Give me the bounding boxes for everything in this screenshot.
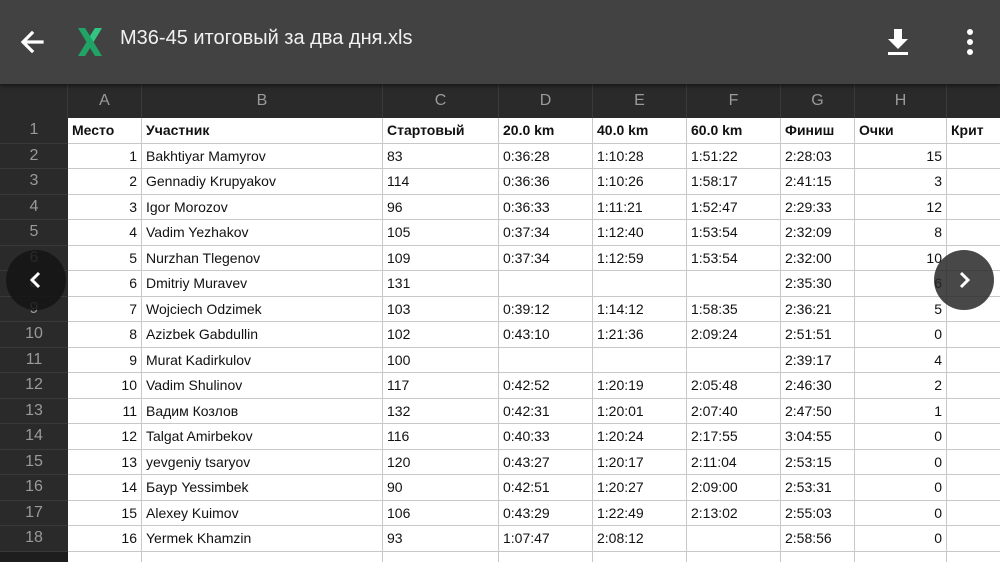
table-cell[interactable]: 120	[383, 450, 499, 476]
prev-sheet-button[interactable]	[6, 250, 66, 310]
table-cell[interactable]	[947, 373, 1000, 399]
table-cell[interactable]: 132	[383, 399, 499, 425]
table-cell[interactable]: Azizbek Gabdullin	[142, 322, 383, 348]
table-cell[interactable]: 12	[855, 195, 947, 221]
table-cell[interactable]: 0:43:29	[499, 501, 593, 527]
table-cell[interactable]: 1:12:59	[593, 246, 687, 272]
table-cell[interactable]: 4	[855, 348, 947, 374]
table-row	[68, 271, 1000, 297]
table-cell[interactable]: yevgeniy tsaryov	[142, 450, 383, 476]
table-cell[interactable]: 90	[383, 475, 499, 501]
column-header[interactable]: F	[687, 84, 781, 118]
table-row	[68, 450, 1000, 476]
table-cell[interactable]	[947, 450, 1000, 476]
table-cell[interactable]: 1:07:47	[499, 526, 593, 552]
table-cell[interactable]: 1:20:24	[593, 424, 687, 450]
table-cell[interactable]: Talgat Amirbekov	[142, 424, 383, 450]
table-cell[interactable]: 0:43:10	[499, 322, 593, 348]
table-cell[interactable]: 2:47:50	[781, 399, 855, 425]
table-cell[interactable]: 2:55:03	[781, 501, 855, 527]
table-row	[68, 169, 1000, 195]
table-cell[interactable]: 103	[383, 297, 499, 323]
table-cell[interactable]: 117	[383, 373, 499, 399]
header-cell[interactable]: Финиш	[781, 118, 855, 144]
table-cell[interactable]: 0:43:27	[499, 450, 593, 476]
table-cell[interactable]: 106	[383, 501, 499, 527]
table-cell[interactable]	[855, 271, 947, 297]
table-cell[interactable]	[687, 271, 781, 297]
header-cell[interactable]: 40.0 km	[593, 118, 687, 144]
table-cell[interactable]	[855, 552, 947, 562]
table-cell[interactable]: 1:10:28	[593, 144, 687, 170]
table-cell[interactable]: 1:12:40	[593, 220, 687, 246]
table-cell[interactable]: 2:35:30	[781, 271, 855, 297]
table-cell[interactable]: 2	[855, 373, 947, 399]
table-cell[interactable]	[947, 144, 1000, 170]
table-cell[interactable]: 15	[68, 501, 142, 527]
table-cell[interactable]: 7	[68, 297, 142, 323]
row-header[interactable]: 13	[0, 399, 68, 425]
table-cell[interactable]	[593, 348, 687, 374]
table-cell[interactable]: 96	[383, 195, 499, 221]
table-cell[interactable]: 0	[855, 424, 947, 450]
table-cell[interactable]: Баур Yessimbek	[142, 475, 383, 501]
table-cell[interactable]: Wojciech Odzimek	[142, 297, 383, 323]
table-cell[interactable]	[947, 475, 1000, 501]
table-cell[interactable]: 0:36:33	[499, 195, 593, 221]
table-cell[interactable]: 0	[855, 450, 947, 476]
table-cell[interactable]: 2:09:00	[687, 475, 781, 501]
table-cell[interactable]: 2:09:24	[687, 322, 781, 348]
table-cell[interactable]: Vadim Yezhakov	[142, 220, 383, 246]
table-cell[interactable]: 2:39:17	[781, 348, 855, 374]
header-cell[interactable]: 60.0 km	[687, 118, 781, 144]
table-cell[interactable]: 0:42:31	[499, 399, 593, 425]
table-cell[interactable]: 2:17:55	[687, 424, 781, 450]
table-cell[interactable]	[947, 169, 1000, 195]
more-vert-icon[interactable]	[952, 24, 988, 60]
table-row	[68, 399, 1000, 425]
table-cell[interactable]: 93	[383, 526, 499, 552]
table-cell[interactable]: 1:21:36	[593, 322, 687, 348]
table-cell[interactable]: 2:28:03	[781, 144, 855, 170]
row-header[interactable]: 10	[0, 322, 68, 348]
table-row	[68, 246, 1000, 272]
table-cell[interactable]: 0:42:51	[499, 475, 593, 501]
table-row	[68, 297, 1000, 323]
table-cell[interactable]: 3	[855, 169, 947, 195]
table-row	[68, 501, 1000, 527]
table-cell[interactable]	[947, 501, 1000, 527]
table-cell[interactable]: Nurzhan Tlegenov	[142, 246, 383, 272]
table-cell[interactable]: 116	[383, 424, 499, 450]
table-cell[interactable]	[593, 552, 687, 562]
table-cell[interactable]: 5	[855, 297, 947, 323]
table-cell[interactable]	[68, 552, 142, 562]
table-cell[interactable]: 9	[68, 348, 142, 374]
table-cell[interactable]: 100	[383, 348, 499, 374]
table-cell[interactable]	[687, 348, 781, 374]
table-cell[interactable]: 0:40:33	[499, 424, 593, 450]
table-cell[interactable]: 1:51:22	[687, 144, 781, 170]
table-cell[interactable]: 1:11:21	[593, 195, 687, 221]
table-cell[interactable]: 2:46:30	[781, 373, 855, 399]
table-row	[68, 526, 1000, 552]
table-cell[interactable]: 10	[68, 373, 142, 399]
table-cell[interactable]: 2:58:56	[781, 526, 855, 552]
table-cell[interactable]: 2:08:12	[593, 526, 687, 552]
table-cell[interactable]: 102	[383, 322, 499, 348]
table-cell[interactable]: 2:11:04	[687, 450, 781, 476]
table-cell[interactable]: 2	[68, 169, 142, 195]
column-header[interactable]: E	[593, 84, 687, 118]
table-cell[interactable]: 2:32:09	[781, 220, 855, 246]
table-row	[68, 322, 1000, 348]
table-cell[interactable]: 1:14:12	[593, 297, 687, 323]
table-cell[interactable]	[142, 552, 383, 562]
spreadsheet-view[interactable]	[0, 84, 1000, 562]
app-bar	[0, 0, 1000, 84]
table-cell[interactable]: 4	[68, 220, 142, 246]
table-cell[interactable]	[499, 552, 593, 562]
table-cell[interactable]: 0:39:12	[499, 297, 593, 323]
file-title: М36-45 итоговый за два дня.xls	[120, 27, 413, 49]
row-header[interactable]: 18	[0, 526, 68, 552]
table-cell[interactable]	[947, 552, 1000, 562]
table-cell[interactable]: 3	[68, 195, 142, 221]
table-cell[interactable]: 1:52:47	[687, 195, 781, 221]
table-cell[interactable]	[687, 526, 781, 552]
column-header[interactable]: B	[142, 84, 383, 118]
header-cell[interactable]: Очки	[855, 118, 947, 144]
select-all-corner[interactable]	[0, 84, 68, 118]
table-cell[interactable]: 1:20:01	[593, 399, 687, 425]
header-cell[interactable]: Крит	[947, 118, 1000, 144]
table-cell[interactable]: 14	[68, 475, 142, 501]
table-cell[interactable]	[947, 424, 1000, 450]
table-cell[interactable]: Alexey Kuimov	[142, 501, 383, 527]
table-cell[interactable]: Bakhtiyar Mamyrov	[142, 144, 383, 170]
table-cell[interactable]: Yermek Khamzin	[142, 526, 383, 552]
table-cell[interactable]: 2:29:33	[781, 195, 855, 221]
header-cell[interactable]: Стартовый	[383, 118, 499, 144]
chevron-right-icon	[952, 268, 976, 292]
table-cell[interactable]	[499, 271, 593, 297]
table-cell[interactable]: Gennadiy Krupyakov	[142, 169, 383, 195]
row-header[interactable]: 15	[0, 450, 68, 476]
table-cell[interactable]: 16	[68, 526, 142, 552]
chevron-left-icon	[24, 268, 48, 292]
table-row	[68, 552, 1000, 562]
table-cell[interactable]: 0:37:34	[499, 246, 593, 272]
row-header[interactable]: 4	[0, 195, 68, 221]
table-cell[interactable]	[687, 552, 781, 562]
column-header[interactable]: H	[855, 84, 947, 118]
table-cell[interactable]: 0:37:34	[499, 220, 593, 246]
column-header[interactable]	[947, 84, 1000, 118]
table-cell[interactable]	[781, 552, 855, 562]
table-cell[interactable]: Dmitriy Muravev	[142, 271, 383, 297]
table-cell[interactable]: 0	[855, 526, 947, 552]
header-cell[interactable]: Участник	[142, 118, 383, 144]
download-icon[interactable]	[880, 24, 916, 60]
table-cell[interactable]: 2:51:51	[781, 322, 855, 348]
table-cell[interactable]: 0	[855, 501, 947, 527]
table-cell[interactable]: Igor Morozov	[142, 195, 383, 221]
table-cell[interactable]: 83	[383, 144, 499, 170]
excel-x-icon	[76, 26, 104, 58]
table-cell[interactable]: 0:42:52	[499, 373, 593, 399]
table-cell[interactable]	[947, 526, 1000, 552]
table-cell[interactable]: 0:36:36	[499, 169, 593, 195]
table-cell[interactable]: 5	[68, 246, 142, 272]
table-cell[interactable]: 2:53:31	[781, 475, 855, 501]
row-header[interactable]: 11	[0, 348, 68, 374]
table-cell[interactable]: 0	[855, 322, 947, 348]
table-cell[interactable]: 2:32:00	[781, 246, 855, 272]
table-cell[interactable]: Вадим Козлов	[142, 399, 383, 425]
column-header[interactable]: A	[68, 84, 142, 118]
table-cell[interactable]: Vadim Shulinov	[142, 373, 383, 399]
table-cell[interactable]: 0	[855, 475, 947, 501]
back-arrow-icon[interactable]	[12, 22, 52, 62]
row-header[interactable]: 5	[0, 220, 68, 246]
table-cell[interactable]	[499, 348, 593, 374]
table-cell[interactable]: 15	[855, 144, 947, 170]
table-cell[interactable]: 2:05:48	[687, 373, 781, 399]
row-header[interactable]: 17	[0, 501, 68, 527]
row-header[interactable]: 2	[0, 144, 68, 170]
header-cell[interactable]: 20.0 km	[499, 118, 593, 144]
column-header[interactable]: D	[499, 84, 593, 118]
table-cell[interactable]: 1:58:35	[687, 297, 781, 323]
table-cell[interactable]: Murat Kadirkulov	[142, 348, 383, 374]
table-cell[interactable]: 2:41:15	[781, 169, 855, 195]
table-cell[interactable]: 1:53:54	[687, 246, 781, 272]
table-row	[68, 144, 1000, 170]
table-row	[68, 373, 1000, 399]
table-cell[interactable]: 105	[383, 220, 499, 246]
row-header[interactable]: 3	[0, 169, 68, 195]
table-cell[interactable]	[947, 322, 1000, 348]
table-cell[interactable]: 1:22:49	[593, 501, 687, 527]
table-cell[interactable]: 8	[68, 322, 142, 348]
table-row	[68, 424, 1000, 450]
table-cell[interactable]	[593, 271, 687, 297]
row-header[interactable]: 14	[0, 424, 68, 450]
column-header[interactable]: C	[383, 84, 499, 118]
cell-grid[interactable]	[68, 118, 1000, 562]
table-cell[interactable]: 13	[68, 450, 142, 476]
table-cell[interactable]: 6	[68, 271, 142, 297]
row-header[interactable]: 16	[0, 475, 68, 501]
table-cell[interactable]: 0:36:28	[499, 144, 593, 170]
table-cell[interactable]	[947, 195, 1000, 221]
table-cell[interactable]: 2:36:21	[781, 297, 855, 323]
table-cell[interactable]: 2:53:15	[781, 450, 855, 476]
table-cell[interactable]: 131	[383, 271, 499, 297]
table-cell[interactable]: 1:10:26	[593, 169, 687, 195]
next-sheet-button[interactable]	[934, 250, 994, 310]
table-cell[interactable]	[947, 348, 1000, 374]
table-cell[interactable]: 1	[855, 399, 947, 425]
table-cell[interactable]: 10	[855, 246, 947, 272]
table-cell[interactable]: 1:58:17	[687, 169, 781, 195]
table-cell[interactable]: 8	[855, 220, 947, 246]
table-cell[interactable]	[947, 399, 1000, 425]
table-row	[68, 220, 1000, 246]
table-cell[interactable]: 1	[68, 144, 142, 170]
table-cell[interactable]: 1:20:27	[593, 475, 687, 501]
table-cell[interactable]: 2:13:02	[687, 501, 781, 527]
table-row	[68, 475, 1000, 501]
header-cell[interactable]: Место	[68, 118, 142, 144]
table-row	[68, 348, 1000, 374]
header-row	[68, 118, 1000, 144]
table-cell[interactable]: 1:20:19	[593, 373, 687, 399]
table-cell[interactable]: 11	[68, 399, 142, 425]
row-header[interactable]: 12	[0, 373, 68, 399]
table-cell[interactable]: 12	[68, 424, 142, 450]
column-header[interactable]: G	[781, 84, 855, 118]
table-cell[interactable]: 1:53:54	[687, 220, 781, 246]
table-cell[interactable]	[947, 220, 1000, 246]
table-row	[68, 195, 1000, 221]
table-cell[interactable]: 3:04:55	[781, 424, 855, 450]
table-cell[interactable]: 109	[383, 246, 499, 272]
row-header[interactable]: 1	[0, 118, 68, 144]
table-cell[interactable]: 114	[383, 169, 499, 195]
table-cell[interactable]: 1:20:17	[593, 450, 687, 476]
table-cell[interactable]: 2:07:40	[687, 399, 781, 425]
table-cell[interactable]	[383, 552, 499, 562]
